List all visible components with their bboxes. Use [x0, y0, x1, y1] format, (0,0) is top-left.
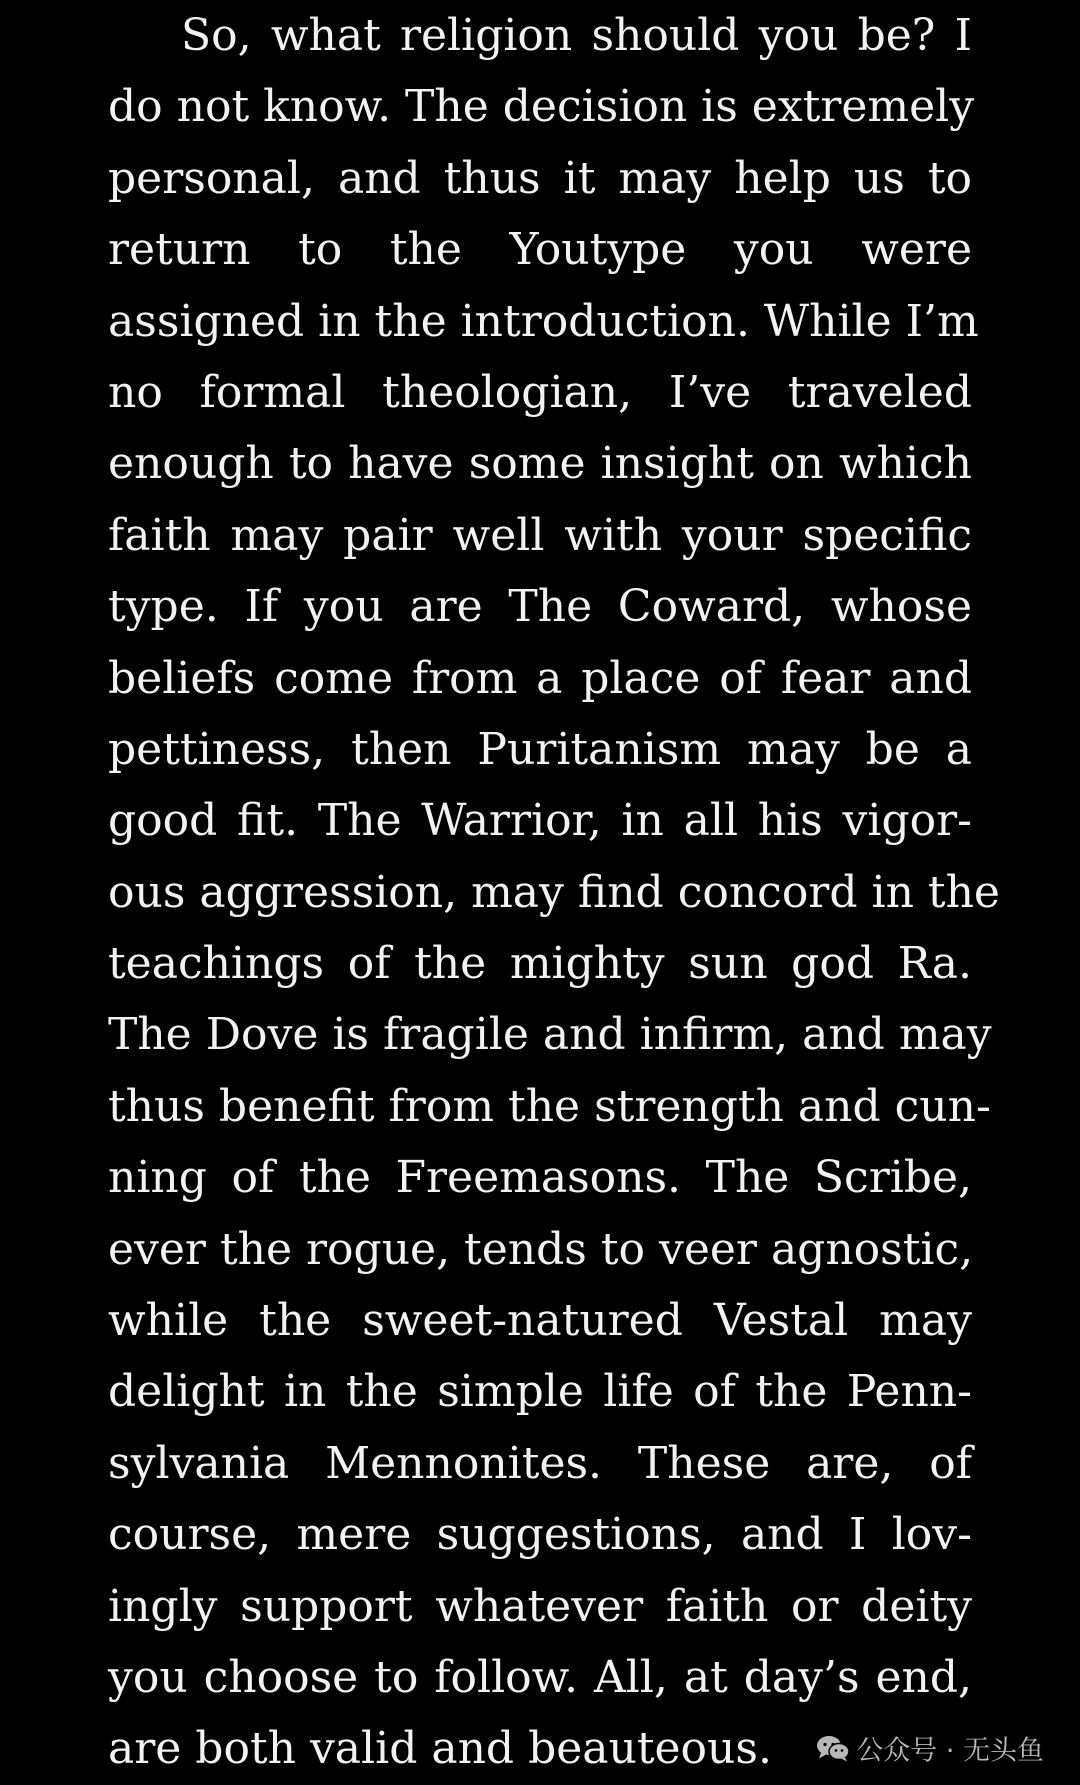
text-line-17: ning of the Freemasons. The Scribe,	[108, 1152, 972, 1204]
text-line-22: course, mere suggestions, and I lov-	[108, 1509, 972, 1561]
text-line-1: So, what religion should you be? I	[181, 10, 972, 61]
text-line-14: teachings of the mighty sun god Ra.	[108, 938, 972, 990]
text-line-23: ingly support whatever faith or deity	[108, 1580, 972, 1632]
text-line-5: assigned in the introduction. While I’m	[108, 295, 979, 347]
text-line-7: enough to have some insight on which	[108, 438, 972, 490]
wechat-icon	[816, 1734, 850, 1762]
text-line-18: ever the rogue, tends to veer agnostic,	[108, 1223, 974, 1275]
text-line-4: return to the Youtype you were	[108, 224, 972, 276]
text-line-25: are both valid and beauteous.	[108, 1723, 772, 1775]
watermark-text: 公众号 · 无头鱼	[856, 1735, 1044, 1767]
text-line-16: thus benefit from the strength and cun-	[108, 1080, 991, 1132]
watermark	[816, 1729, 1044, 1768]
text-line-21: sylvania Mennonites. These are, of	[108, 1437, 972, 1489]
text-line-20: delight in the simple life of the Penn-	[108, 1366, 972, 1418]
text-line-2: do not know. The decision is extremely	[108, 81, 975, 133]
text-line-24: you choose to follow. All, at day’s end,	[108, 1651, 972, 1703]
text-line-11: pettiness, then Puritanism may be a	[108, 723, 972, 775]
text-line-9: type. If you are The Coward, whose	[108, 581, 972, 633]
paragraph	[108, 0, 1000, 1785]
text-line-6: no formal theologian, I’ve traveled	[108, 366, 972, 418]
text-line-19: while the sweet-natured Vestal may	[108, 1295, 972, 1347]
text-line-10: beliefs come from a place of fear and	[108, 652, 972, 704]
text-line-13: ous aggression, may find concord in the	[108, 866, 1000, 918]
text-line-12: good fit. The Warrior, in all his vigor-	[108, 795, 972, 847]
text-line-8: faith may pair well with your specific	[108, 509, 972, 561]
text-line-3: personal, and thus it may help us to	[108, 152, 972, 204]
text-line-15: The Dove is fragile and infirm, and may	[108, 1009, 992, 1061]
